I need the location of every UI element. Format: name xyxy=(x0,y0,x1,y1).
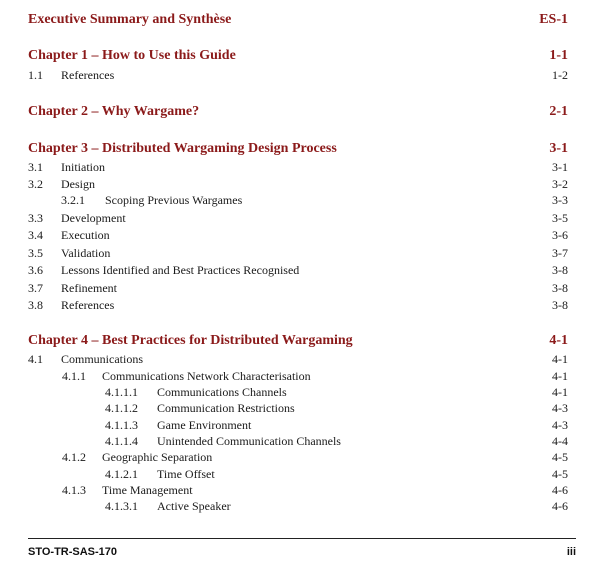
footer-page-number: iii xyxy=(566,546,576,558)
toc-entry-4-1-1[interactable] xyxy=(28,369,568,384)
toc-entry-chapter-2[interactable] xyxy=(28,104,568,120)
toc-number: 3.7 xyxy=(28,281,43,295)
toc-title: Design xyxy=(61,177,95,191)
toc-title: Communications Channels xyxy=(157,385,287,399)
toc-entry-3-2[interactable] xyxy=(28,177,568,192)
toc-entry-4-1[interactable] xyxy=(28,352,568,367)
toc-entry-3-4[interactable] xyxy=(28,228,568,243)
toc-entry-chapter-1[interactable] xyxy=(28,48,568,64)
toc-title: References xyxy=(61,298,115,312)
toc-title: Development xyxy=(61,211,126,225)
toc-page: 3-2 xyxy=(552,177,568,191)
toc-title: Initiation xyxy=(61,160,105,174)
toc-page: 3-8 xyxy=(552,263,568,277)
toc-page: 4-1 xyxy=(552,352,568,366)
toc-page: 4-5 xyxy=(552,450,568,464)
toc-number: 4.1.3.1 xyxy=(105,499,138,513)
toc-title: Time Management xyxy=(102,483,193,497)
toc-title: References xyxy=(61,68,115,82)
toc-number: 3.4 xyxy=(28,228,43,242)
toc-page: 4-6 xyxy=(552,499,568,513)
toc-entry-3-1[interactable] xyxy=(28,160,568,175)
toc-page: 4-5 xyxy=(552,467,568,481)
toc-entry-4-1-3[interactable] xyxy=(28,483,568,498)
toc-page: 4-3 xyxy=(552,401,568,415)
toc-entry-chapter-4[interactable] xyxy=(28,333,568,349)
toc-number: 4.1.1.4 xyxy=(105,434,138,448)
toc-title: Execution xyxy=(61,228,110,242)
page-footer xyxy=(28,546,576,558)
toc-title: Validation xyxy=(61,246,111,260)
toc-page: 4-4 xyxy=(552,434,568,448)
toc-title: Communications xyxy=(61,352,143,366)
toc-entry-4-1-1-4[interactable] xyxy=(28,434,568,449)
toc-title: Geographic Separation xyxy=(102,450,213,464)
toc-page: 4-1 xyxy=(552,385,568,399)
toc-entry-3-3[interactable] xyxy=(28,211,568,226)
toc-title: Game Environment xyxy=(157,418,252,432)
toc-page: 3-8 xyxy=(552,281,568,295)
toc-title: Scoping Previous Wargames xyxy=(105,193,243,207)
toc-title: Communication Restrictions xyxy=(157,401,295,415)
toc-number: 4.1.1.2 xyxy=(105,401,138,415)
toc-title: Chapter 1 – How to Use this Guide xyxy=(28,48,236,63)
toc-entry-1-1[interactable] xyxy=(28,68,568,83)
toc-title: Executive Summary and Synthèse xyxy=(28,12,232,27)
toc-page: 4-3 xyxy=(552,418,568,432)
toc-number: 3.2 xyxy=(28,177,43,191)
footer-divider xyxy=(28,538,576,539)
toc-title: Lessons Identified and Best Practices Recognised xyxy=(61,263,300,277)
toc-number: 1.1 xyxy=(28,68,43,82)
toc-number: 4.1.1.1 xyxy=(105,385,138,399)
toc-entry-3-5[interactable] xyxy=(28,246,568,261)
toc-number: 4.1.1.3 xyxy=(105,418,138,432)
toc-page: 1-1 xyxy=(549,48,568,63)
toc-page: 3-6 xyxy=(552,228,568,242)
toc-entry-4-1-2[interactable] xyxy=(28,450,568,465)
toc-page: 2-1 xyxy=(549,104,568,119)
toc-entry-4-1-2-1[interactable] xyxy=(28,467,568,482)
toc-entry-4-1-1-2[interactable] xyxy=(28,401,568,416)
toc-entry-4-1-1-1[interactable] xyxy=(28,385,568,400)
toc-page: ES-1 xyxy=(539,12,568,27)
toc-page: 3-1 xyxy=(549,141,568,156)
footer-doc-id: STO-TR-SAS-170 xyxy=(28,546,118,558)
toc-title: Chapter 3 – Distributed Wargaming Design Process xyxy=(28,141,337,156)
toc-page: 4-6 xyxy=(552,483,568,497)
toc-number: 4.1.2 xyxy=(62,450,86,464)
toc-page: 3-5 xyxy=(552,211,568,225)
toc-title: Chapter 2 – Why Wargame? xyxy=(28,104,200,119)
toc-page: 4-1 xyxy=(552,369,568,383)
toc-page: 3-3 xyxy=(552,193,568,207)
toc-entry-executive-summary[interactable] xyxy=(28,12,568,28)
toc-title: Communications Network Characterisation xyxy=(102,369,311,383)
toc-entry-3-8[interactable] xyxy=(28,298,568,313)
toc-number: 3.6 xyxy=(28,263,43,277)
toc-page: 3-8 xyxy=(552,298,568,312)
toc-number: 4.1.1 xyxy=(62,369,86,383)
toc-title: Chapter 4 – Best Practices for Distributed Wargaming xyxy=(28,333,353,348)
toc-number: 4.1.3 xyxy=(62,483,86,497)
toc-page: 3-7 xyxy=(552,246,568,260)
toc-title: Refinement xyxy=(61,281,117,295)
toc-entry-3-7[interactable] xyxy=(28,281,568,296)
toc-page: 1-2 xyxy=(552,68,568,82)
toc-number: 3.8 xyxy=(28,298,43,312)
toc-entry-chapter-3[interactable] xyxy=(28,141,568,157)
toc-number: 3.3 xyxy=(28,211,43,225)
toc-entry-4-1-3-1[interactable] xyxy=(28,499,568,514)
toc-number: 4.1.2.1 xyxy=(105,467,138,481)
toc-entry-4-1-1-3[interactable] xyxy=(28,418,568,433)
toc-number: 3.2.1 xyxy=(61,193,85,207)
toc-page: 3-1 xyxy=(552,160,568,174)
toc-page: 4-1 xyxy=(549,333,568,348)
toc-title: Active Speaker xyxy=(157,499,231,513)
toc-number: 3.5 xyxy=(28,246,43,260)
toc-title: Unintended Communication Channels xyxy=(157,434,341,448)
toc-number: 3.1 xyxy=(28,160,43,174)
toc-entry-3-6[interactable] xyxy=(28,263,568,278)
toc-number: 4.1 xyxy=(28,352,43,366)
toc-entry-3-2-1[interactable] xyxy=(28,193,568,208)
toc-title: Time Offset xyxy=(157,467,215,481)
